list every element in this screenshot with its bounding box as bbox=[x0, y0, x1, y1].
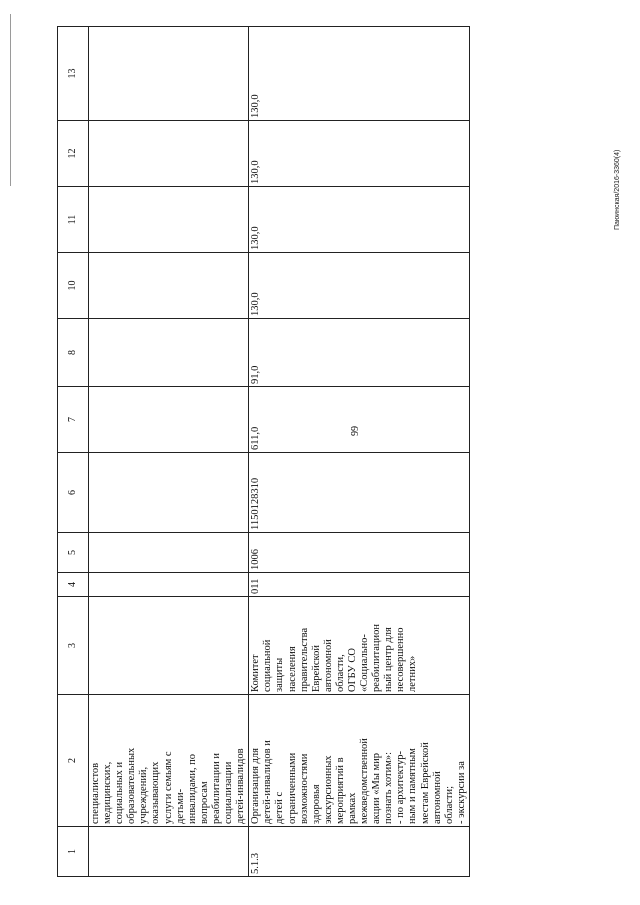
table-cell bbox=[89, 27, 249, 121]
budget-table bbox=[57, 26, 470, 877]
table-cell bbox=[89, 597, 249, 695]
header-cell: 5 bbox=[58, 533, 89, 573]
table-cell: Организация для детей-инвалидов и детей с ограниченными возможностями здоровья экскурсионных мероприятий в рамках межведомственной акции «Мы мир познать хотим»: - по архитектур- ным и памятным местам Еврейской автономной области; - экскурсии за bbox=[249, 695, 470, 827]
table-row bbox=[89, 27, 249, 877]
table-cell bbox=[89, 187, 249, 253]
header-cell: 13 bbox=[58, 27, 89, 121]
table-cell: 130,0 bbox=[249, 121, 470, 187]
header-cell: 8 bbox=[58, 319, 89, 387]
table-cell bbox=[89, 533, 249, 573]
header-cell: 6 bbox=[58, 453, 89, 533]
table-row bbox=[249, 27, 470, 877]
table-cell: 130,0 bbox=[249, 253, 470, 319]
table-cell: 130,0 bbox=[249, 27, 470, 121]
table-cell bbox=[89, 253, 249, 319]
table-cell bbox=[89, 827, 249, 877]
table-cell bbox=[89, 319, 249, 387]
table-cell bbox=[89, 453, 249, 533]
header-row bbox=[58, 27, 89, 877]
table-cell bbox=[89, 121, 249, 187]
header-cell: 11 bbox=[58, 187, 89, 253]
margin-line bbox=[10, 14, 11, 186]
header-cell: 10 bbox=[58, 253, 89, 319]
header-cell: 7 bbox=[58, 387, 89, 453]
header-cell: 1 bbox=[58, 827, 89, 877]
table-cell: 91,0 bbox=[249, 319, 470, 387]
table-cell: специалистов медицинских, социальных и образовательных учреждений, оказывающих услуги семьям с детьми- инвалидами, по вопросам реабилитации и социализации детей-инвалидов bbox=[89, 695, 249, 827]
header-cell: 3 bbox=[58, 597, 89, 695]
table-cell: 130,0 bbox=[249, 187, 470, 253]
document-reference: Паюинская/2016-3360(4) bbox=[614, 149, 621, 230]
page-number: 99 bbox=[350, 426, 361, 436]
header-cell: 2 bbox=[58, 695, 89, 827]
table-cell: 011 bbox=[249, 573, 470, 597]
table-cell: 611,0 bbox=[249, 387, 470, 453]
header-cell: 12 bbox=[58, 121, 89, 187]
table-cell: 1150128310 bbox=[249, 453, 470, 533]
table-cell bbox=[89, 573, 249, 597]
table-cell bbox=[89, 387, 249, 453]
table-cell: Комитет социальной защиты населения правительства Еврейской автономной области, ОГБУ СО «Социально- реабилитацион ный центр для несовершенно летних» bbox=[249, 597, 470, 695]
table-cell: 1006 bbox=[249, 533, 470, 573]
table-cell: 5.1.3 bbox=[249, 827, 470, 877]
header-cell: 4 bbox=[58, 573, 89, 597]
